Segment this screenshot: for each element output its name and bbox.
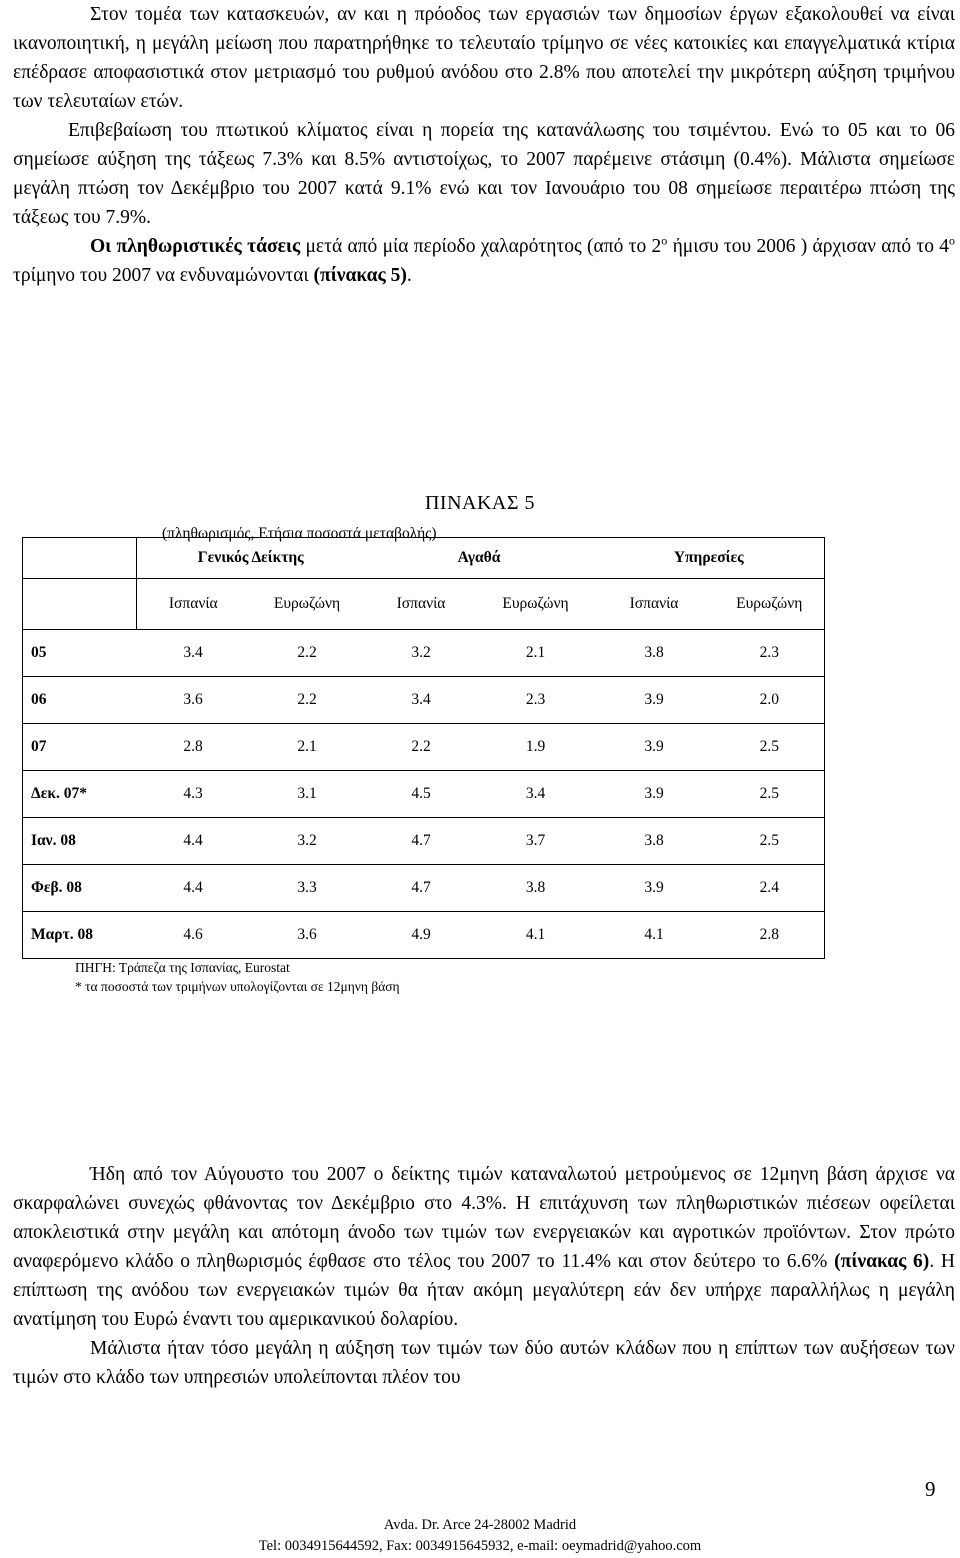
trend-sup-2: ο [949, 233, 955, 248]
row-label: Φεβ. 08 [23, 865, 137, 912]
row-label: Ιαν. 08 [23, 818, 137, 865]
table-cell: 3.2 [250, 818, 365, 865]
last-paragraph: Μάλιστα ήταν τόσο μεγάλη η αύξηση των τιμών των δύο αυτών κλάδων που η επίπτων των αυξήσεων των τιμών στο κλάδο των υπηρεσιών υπολείπονται πλέον του [13, 1338, 955, 1388]
table5-title: ΠΙΝΑΚΑΣ 5 [424, 492, 536, 514]
table-cell: 3.9 [594, 677, 715, 724]
cpi-text-2: . Η επίπτωση της ανόδου των ενεργειακών τιμών θα ήταν ακόμη μεγαλύτερη εάν δεν υπήρχε παραλλήλως η μεγάλη ανατίμηση του Ευρώ έναντι του αμερικανικού δολαρίου. [13, 1251, 955, 1330]
table-cell: 4.4 [137, 818, 250, 865]
table-cell: 4.5 [365, 771, 478, 818]
page-footer [0, 1515, 960, 1557]
trend-text-2: ήμισυ του 2006 ) άρχισαν από το 4 [667, 236, 949, 257]
trend-text-1: μετά από μία περίοδο χαλαρότητος (από το 2 [300, 236, 662, 257]
table-cell: 2.3 [478, 677, 594, 724]
table-cell: 3.8 [594, 818, 715, 865]
table-cell: 2.5 [715, 724, 825, 771]
table5-reference: (πίνακας 5) [313, 265, 407, 286]
table-cell: 4.6 [137, 912, 250, 959]
subheader-cell: Ισπανία [137, 579, 250, 630]
table-row [23, 771, 825, 818]
table-row [23, 724, 825, 771]
row-label: 07 [23, 724, 137, 771]
table-cell: 3.8 [594, 630, 715, 677]
table-cell: 2.2 [365, 724, 478, 771]
construction-paragraph: Στον τομέα των κατασκευών, αν και η πρόοδος των εργασιών των δημοσίων έργων εξακολουθεί να είναι ικανοποιητική, η μεγάλη μείωση που παρατηρήθηκε το τελευταίο τρίμηνο σε νέες κατοικίες και επαγγελματικά κτίρια επέδρασε αποφασιστικά στον μετριασμό του ρυθμού ανόδου στο 2.8% που αποτελεί την μικρότερη αύξηση τριμήνου των τελευταίων ετών. [13, 4, 955, 112]
table-cell: 3.7 [478, 818, 594, 865]
footer-address: Avda. Dr. Arce 24-28002 Madrid [383, 1517, 577, 1533]
table-cell: 4.9 [365, 912, 478, 959]
table-cell: 1.9 [478, 724, 594, 771]
inflation-trend-paragraph [13, 232, 955, 290]
cement-paragraph: Επιβεβαίωση του πτωτικού κλίματος είναι η πορεία της κατανάλωσης του τσιμέντου. Ενώ το 05 και το 06 σημείωσε αύξηση της τάξεως 7.3% και 8.5% αντιστοίχως, το 2007 παρέμεινε στάσιμη (0.4%). Μάλιστα σημείωσε μεγάλη πτώση τον Δεκέμβριο του 2007 κατά 9.1% ενώ και τον Ιανουάριο του 08 σημείωσε περαιτέρω πτώση της τάξεως του 7.9%. [13, 120, 955, 228]
table-cell: 3.1 [250, 771, 365, 818]
table-cell: 3.3 [250, 865, 365, 912]
cpi-text-1: Ήδη από τον Αύγουστο του 2007 ο δείκτης τιμών καταναλωτού μετρούμενος σε 12μηνη βάση άρχισε να σκαρφαλώνει συνεχώς φθάνοντας τον Δεκέμβριο στο 4.3%. Η επιτάχυνση των πληθωριστικών πιέσεων οφείλεται αποκλειστικά στην μεγάλη και απότομη άνοδο των τιμών των ενεργειακών και αγροτικών προϊόντων. Στον πρώτο αναφερόμενο κλάδο ο πληθωρισμός έφθασε στο τέλος του 2007 το 11.4% και στον δεύτερο το 6.6% [13, 1164, 955, 1272]
table-subheader-row [23, 579, 825, 630]
group-header-general: Γενικός Δείκτης [137, 538, 365, 579]
corner-cell [23, 579, 137, 630]
subheader-cell: Ευρωζώνη [715, 579, 825, 630]
table-cell: 3.9 [594, 724, 715, 771]
page-number: 9 [925, 1477, 936, 1501]
table5-footnote: * τα ποσοστά των τριμήνων υπολογίζονται σε 12μηνη βάση [75, 979, 400, 994]
table-cell: 2.3 [715, 630, 825, 677]
table-cell: 4.4 [137, 865, 250, 912]
table-cell: 3.9 [594, 771, 715, 818]
bottom-text-block [13, 1160, 955, 1392]
table-cell: 3.9 [594, 865, 715, 912]
subheader-cell: Ευρωζώνη [250, 579, 365, 630]
top-text-block [13, 0, 955, 290]
trend-text-4: . [406, 265, 412, 286]
table-cell: 3.2 [365, 630, 478, 677]
row-label: 05 [23, 630, 137, 677]
table-row [23, 912, 825, 959]
table-cell: 4.3 [137, 771, 250, 818]
table-cell: 2.8 [137, 724, 250, 771]
table-cell: 4.7 [365, 865, 478, 912]
table-cell: 4.1 [594, 912, 715, 959]
footer-contact: Tel: 0034915644592, Fax: 0034915645932, e-mail: oeymadrid@yahoo.com [258, 1538, 702, 1554]
table-cell: 2.1 [478, 630, 594, 677]
table-cell: 2.4 [715, 865, 825, 912]
table-row [23, 865, 825, 912]
corner-cell [23, 538, 137, 579]
table-cell: 2.5 [715, 818, 825, 865]
group-header-goods: Αγαθά [365, 538, 594, 579]
table-cell: 2.1 [250, 724, 365, 771]
subheader-cell: Ισπανία [594, 579, 715, 630]
trend-text-3: τρίμηνο του 2007 να ενδυναμώνονται [13, 265, 314, 286]
table-row [23, 818, 825, 865]
row-label: Μαρτ. 08 [23, 912, 137, 959]
table5-notes [75, 958, 400, 996]
table-cell: 3.6 [137, 677, 250, 724]
table6-reference: (πίνακας 6) [834, 1251, 930, 1272]
table-cell: 3.4 [137, 630, 250, 677]
table-cell: 3.6 [250, 912, 365, 959]
table-cell: 4.1 [478, 912, 594, 959]
table-cell: 3.4 [365, 677, 478, 724]
table-cell: 2.5 [715, 771, 825, 818]
row-label: Δεκ. 07* [23, 771, 137, 818]
table5-subtitle: (πληθωρισμός, Ετήσια ποσοστά μεταβολής) [162, 525, 437, 542]
table-cell: 3.4 [478, 771, 594, 818]
cpi-paragraph [13, 1160, 955, 1334]
subheader-cell: Ευρωζώνη [478, 579, 594, 630]
table-cell: 2.0 [715, 677, 825, 724]
table-row [23, 630, 825, 677]
subheader-cell: Ισπανία [365, 579, 478, 630]
trend-sup-1: ο [661, 233, 668, 248]
group-header-services: Υπηρεσίες [594, 538, 825, 579]
table-cell: 4.7 [365, 818, 478, 865]
table-cell: 3.8 [478, 865, 594, 912]
row-label: 06 [23, 677, 137, 724]
table5-source: ΠΗΓΗ: Τράπεζα της Ισπανίας, Eurostat [75, 960, 290, 975]
table-row [23, 677, 825, 724]
table-cell: 2.2 [250, 677, 365, 724]
inflation-trend-lead: Οι πληθωριστικές τάσεις [90, 236, 301, 257]
table-group-header-row [23, 538, 825, 579]
table-cell: 2.8 [715, 912, 825, 959]
table-cell: 2.2 [250, 630, 365, 677]
inflation-table [22, 537, 825, 959]
